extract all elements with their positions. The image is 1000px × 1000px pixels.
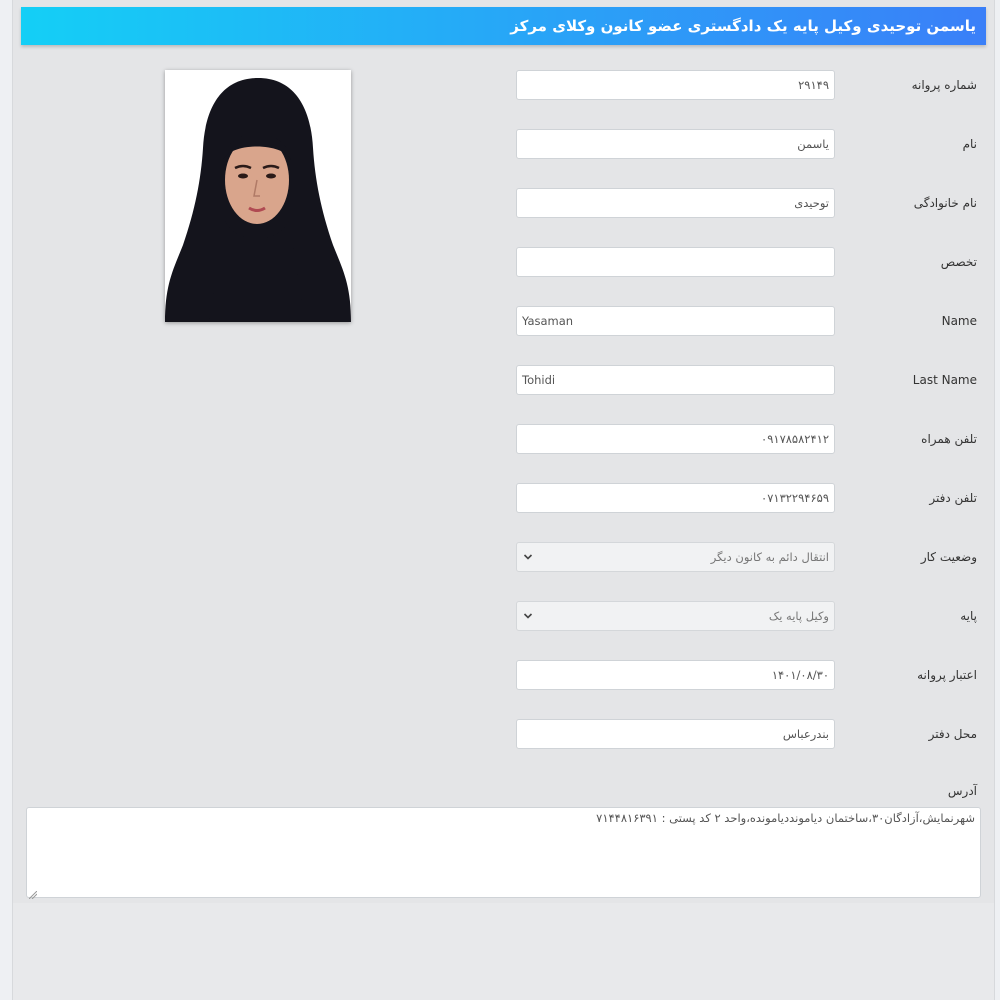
last-name-en-field[interactable]: Tohidi [516,365,835,395]
last-name-field[interactable]: توحیدی [516,188,835,218]
page-panel [12,0,995,1000]
first-name-row [13,129,994,159]
mobile-row [13,424,994,454]
office-phone-label: تلفن دفتر [929,491,977,505]
office-phone-row [13,483,994,513]
license-validity-field[interactable]: ۱۴۰۱/۰۸/۳۰ [516,660,835,690]
specialty-label: تخصص [940,255,977,269]
license-number-label: شماره پروانه [911,78,977,92]
address-text: شهرنمایش،آزادگان۳۰،ساختمان دیامونددیامونده،واحد ۲ کد پستی : ۷۱۴۴۸۱۶۳۹۱ [596,811,975,825]
chevron-down-icon [523,602,533,630]
mobile-label: تلفن همراه [921,432,977,446]
work-status-row [13,542,994,572]
last-name-row [13,188,994,218]
address-label: آدرس [947,784,977,798]
grade-select[interactable] [516,601,835,631]
license-validity-label: اعتبار پروانه [917,668,977,682]
mobile-field[interactable]: ۰۹۱۷۸۵۸۲۴۱۲ [516,424,835,454]
first-name-field[interactable]: یاسمن [516,129,835,159]
last-name-label: نام خانوادگی [913,196,977,210]
specialty-field[interactable] [516,247,835,277]
office-location-field[interactable]: بندرعباس [516,719,835,749]
license-number-field[interactable]: ۲۹۱۴۹ [516,70,835,100]
work-status-label: وضعیت کار [920,550,977,564]
office-phone-field[interactable]: ۰۷۱۳۲۲۹۴۶۵۹ [516,483,835,513]
first-name-label: نام [962,137,977,151]
license-number-row [13,70,994,100]
grade-row [13,601,994,631]
page-title: یاسمن توحیدی وکیل پایه یک دادگستری عضو کانون وکلای مرکز [510,17,976,35]
license-validity-row [13,660,994,690]
name-en-label: Name [941,314,977,328]
grade-value: وکیل پایه یک [768,609,829,623]
chevron-down-icon [523,543,533,571]
name-en-field[interactable]: Yasaman [516,306,835,336]
work-status-select[interactable] [516,542,835,572]
last-name-en-row [13,365,994,395]
specialty-row [13,247,994,277]
name-en-row [13,306,994,336]
office-location-label: محل دفتر [928,727,977,741]
profile-form [13,0,994,903]
office-location-row [13,719,994,749]
address-textarea[interactable] [26,807,981,898]
profile-header [21,7,986,45]
resize-handle-icon[interactable] [29,888,37,896]
work-status-value: انتقال دائم به کانون دیگر [710,550,829,564]
last-name-en-label: Last Name [912,373,977,387]
grade-label: پایه [960,609,977,623]
